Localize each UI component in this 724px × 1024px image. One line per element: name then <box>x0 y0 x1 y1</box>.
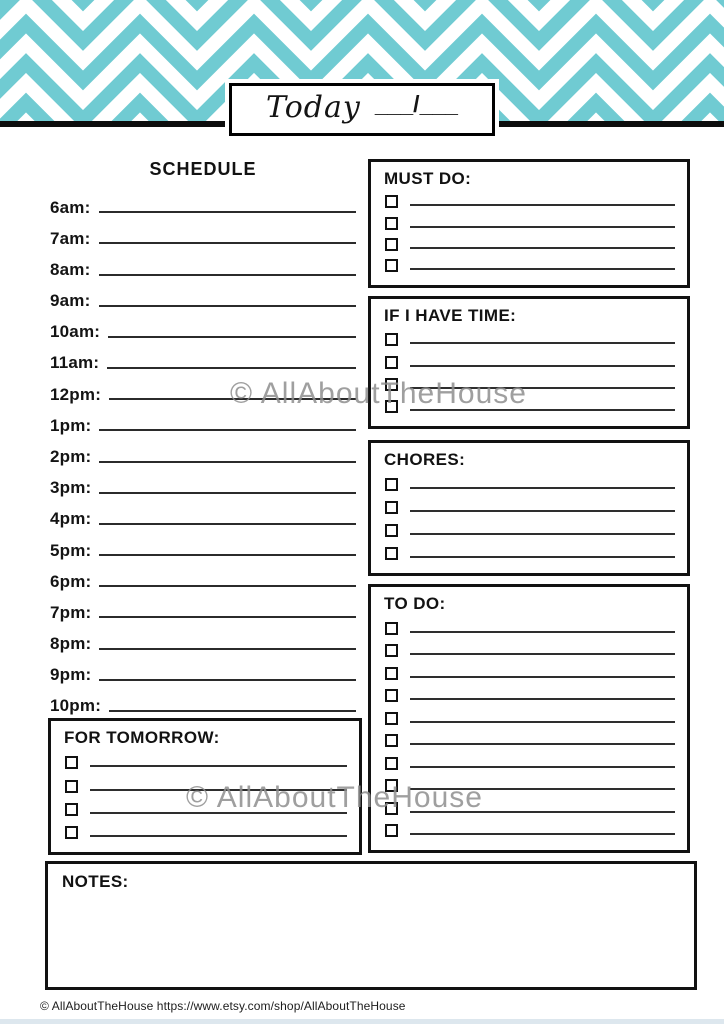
check-row <box>384 616 675 639</box>
watermark-lower: © AllAboutTheHouse <box>186 781 483 814</box>
write-line <box>410 247 675 249</box>
checkbox-icon <box>385 644 398 657</box>
time-label: 9pm: <box>50 665 92 685</box>
checkbox-icon <box>385 238 398 251</box>
schedule-rows <box>50 186 356 716</box>
write-line <box>99 523 356 525</box>
footer-credit: © AllAboutTheHouse https://www.etsy.com/shop/AllAboutTheHouse <box>40 999 406 1013</box>
write-line <box>410 487 675 489</box>
write-line <box>99 242 357 244</box>
write-line <box>99 648 356 650</box>
checkbox-icon <box>385 259 398 272</box>
write-line <box>410 766 675 768</box>
chores-rows <box>371 470 687 573</box>
check-row <box>384 212 675 233</box>
check-row <box>384 255 675 276</box>
time-label: 10am: <box>50 322 101 342</box>
write-line <box>99 554 356 556</box>
time-label: 7pm: <box>50 602 92 622</box>
write-line <box>410 510 675 512</box>
today-label: Today <box>266 89 361 125</box>
schedule-row <box>50 591 356 622</box>
write-line <box>410 342 675 344</box>
write-line <box>410 556 675 558</box>
write-line <box>99 492 356 494</box>
checkbox-icon <box>65 803 78 816</box>
to-do-title: TO DO: <box>384 594 446 613</box>
schedule-row <box>50 685 356 716</box>
write-line <box>90 835 347 837</box>
check-row <box>384 819 675 842</box>
write-line <box>99 305 357 307</box>
checkbox-icon <box>65 756 78 769</box>
checkbox-icon <box>385 524 398 537</box>
must-do-title: MUST DO: <box>384 169 472 188</box>
write-line <box>99 211 357 213</box>
checkbox-icon <box>65 780 78 793</box>
checkbox-icon <box>385 712 398 725</box>
time-label: 10pm: <box>50 696 102 716</box>
checkbox-icon <box>385 824 398 837</box>
chores-title: CHORES: <box>384 450 466 469</box>
checkbox-icon <box>385 757 398 770</box>
check-row <box>384 751 675 774</box>
check-row <box>384 639 675 662</box>
time-label: 4pm: <box>50 509 92 529</box>
to-do-rows <box>371 614 687 850</box>
write-line <box>99 679 356 681</box>
bottom-edge-strip <box>0 1019 724 1024</box>
if-i-have-time-title: IF I HAVE TIME: <box>384 306 517 325</box>
schedule-row <box>50 217 356 248</box>
time-label: 9am: <box>50 291 91 311</box>
check-row <box>384 472 675 495</box>
time-label: 11am: <box>50 353 100 373</box>
check-row <box>384 706 675 729</box>
must-do-section <box>368 159 690 288</box>
must-do-rows <box>371 189 687 285</box>
time-label: 3pm: <box>50 478 92 498</box>
write-line <box>410 743 675 745</box>
check-row <box>384 495 675 518</box>
schedule-row <box>50 248 356 279</box>
check-row <box>384 684 675 707</box>
today-date-box-frame <box>229 83 495 136</box>
write-line <box>99 274 357 276</box>
schedule-row <box>50 342 356 373</box>
write-line <box>410 721 675 723</box>
schedule-row <box>50 435 356 466</box>
check-row <box>384 729 675 752</box>
write-line <box>99 461 356 463</box>
write-line <box>410 698 675 700</box>
write-line <box>99 429 356 431</box>
write-line <box>410 365 675 367</box>
checkbox-icon <box>385 547 398 560</box>
checkbox-icon <box>385 622 398 635</box>
checkbox-icon <box>385 667 398 680</box>
write-line <box>410 631 675 633</box>
check-row <box>384 191 675 212</box>
time-label: 2pm: <box>50 447 92 466</box>
schedule-row <box>50 467 356 498</box>
schedule-row <box>50 622 356 653</box>
write-line <box>410 533 675 535</box>
write-line <box>99 616 356 618</box>
checkbox-icon <box>385 689 398 702</box>
checkbox-icon <box>385 333 398 346</box>
date-fill-in-blanks: ___/___ <box>374 91 458 117</box>
check-row <box>384 661 675 684</box>
check-row <box>384 328 675 350</box>
schedule-row <box>50 186 356 217</box>
schedule-row <box>50 654 356 685</box>
checkbox-icon <box>385 501 398 514</box>
schedule-row <box>50 280 356 311</box>
checkbox-icon <box>385 356 398 369</box>
if-i-have-time-rows <box>371 326 687 426</box>
write-line <box>410 268 675 270</box>
schedule-row <box>50 498 356 529</box>
write-line <box>109 710 356 712</box>
write-line <box>99 585 356 587</box>
checkbox-icon <box>385 195 398 208</box>
checkbox-icon <box>385 734 398 747</box>
check-row <box>384 350 675 372</box>
schedule-row <box>50 311 356 342</box>
write-line <box>108 336 356 338</box>
checkbox-icon <box>385 478 398 491</box>
check-row <box>384 541 675 564</box>
time-label: 8am: <box>50 259 91 279</box>
notes-title: NOTES: <box>62 872 129 891</box>
checkbox-icon <box>385 217 398 230</box>
write-line <box>410 676 675 678</box>
time-label: 6am: <box>50 197 91 217</box>
time-label: 7am: <box>50 228 91 248</box>
schedule-title: SCHEDULE <box>149 159 257 179</box>
check-row <box>384 518 675 541</box>
schedule-row <box>50 560 356 591</box>
write-line <box>410 204 675 206</box>
watermark-middle: © AllAboutTheHouse <box>230 377 527 410</box>
time-label: 8pm: <box>50 634 92 654</box>
today-date-box <box>225 79 499 140</box>
time-label: 1pm: <box>50 415 92 435</box>
check-row <box>64 750 347 773</box>
for-tomorrow-title: FOR TOMORROW: <box>64 728 220 747</box>
write-line <box>410 833 675 835</box>
notes-section <box>45 861 697 990</box>
check-row <box>64 820 347 843</box>
write-line <box>107 367 356 369</box>
schedule-row <box>50 529 356 560</box>
write-line <box>410 226 675 228</box>
write-line <box>410 653 675 655</box>
check-row <box>384 234 675 255</box>
time-label: 6pm: <box>50 571 92 591</box>
chores-section <box>368 440 690 576</box>
checkbox-icon <box>65 826 78 839</box>
write-line <box>90 765 347 767</box>
time-label: 5pm: <box>50 540 92 560</box>
time-label: 12pm: <box>50 384 102 404</box>
